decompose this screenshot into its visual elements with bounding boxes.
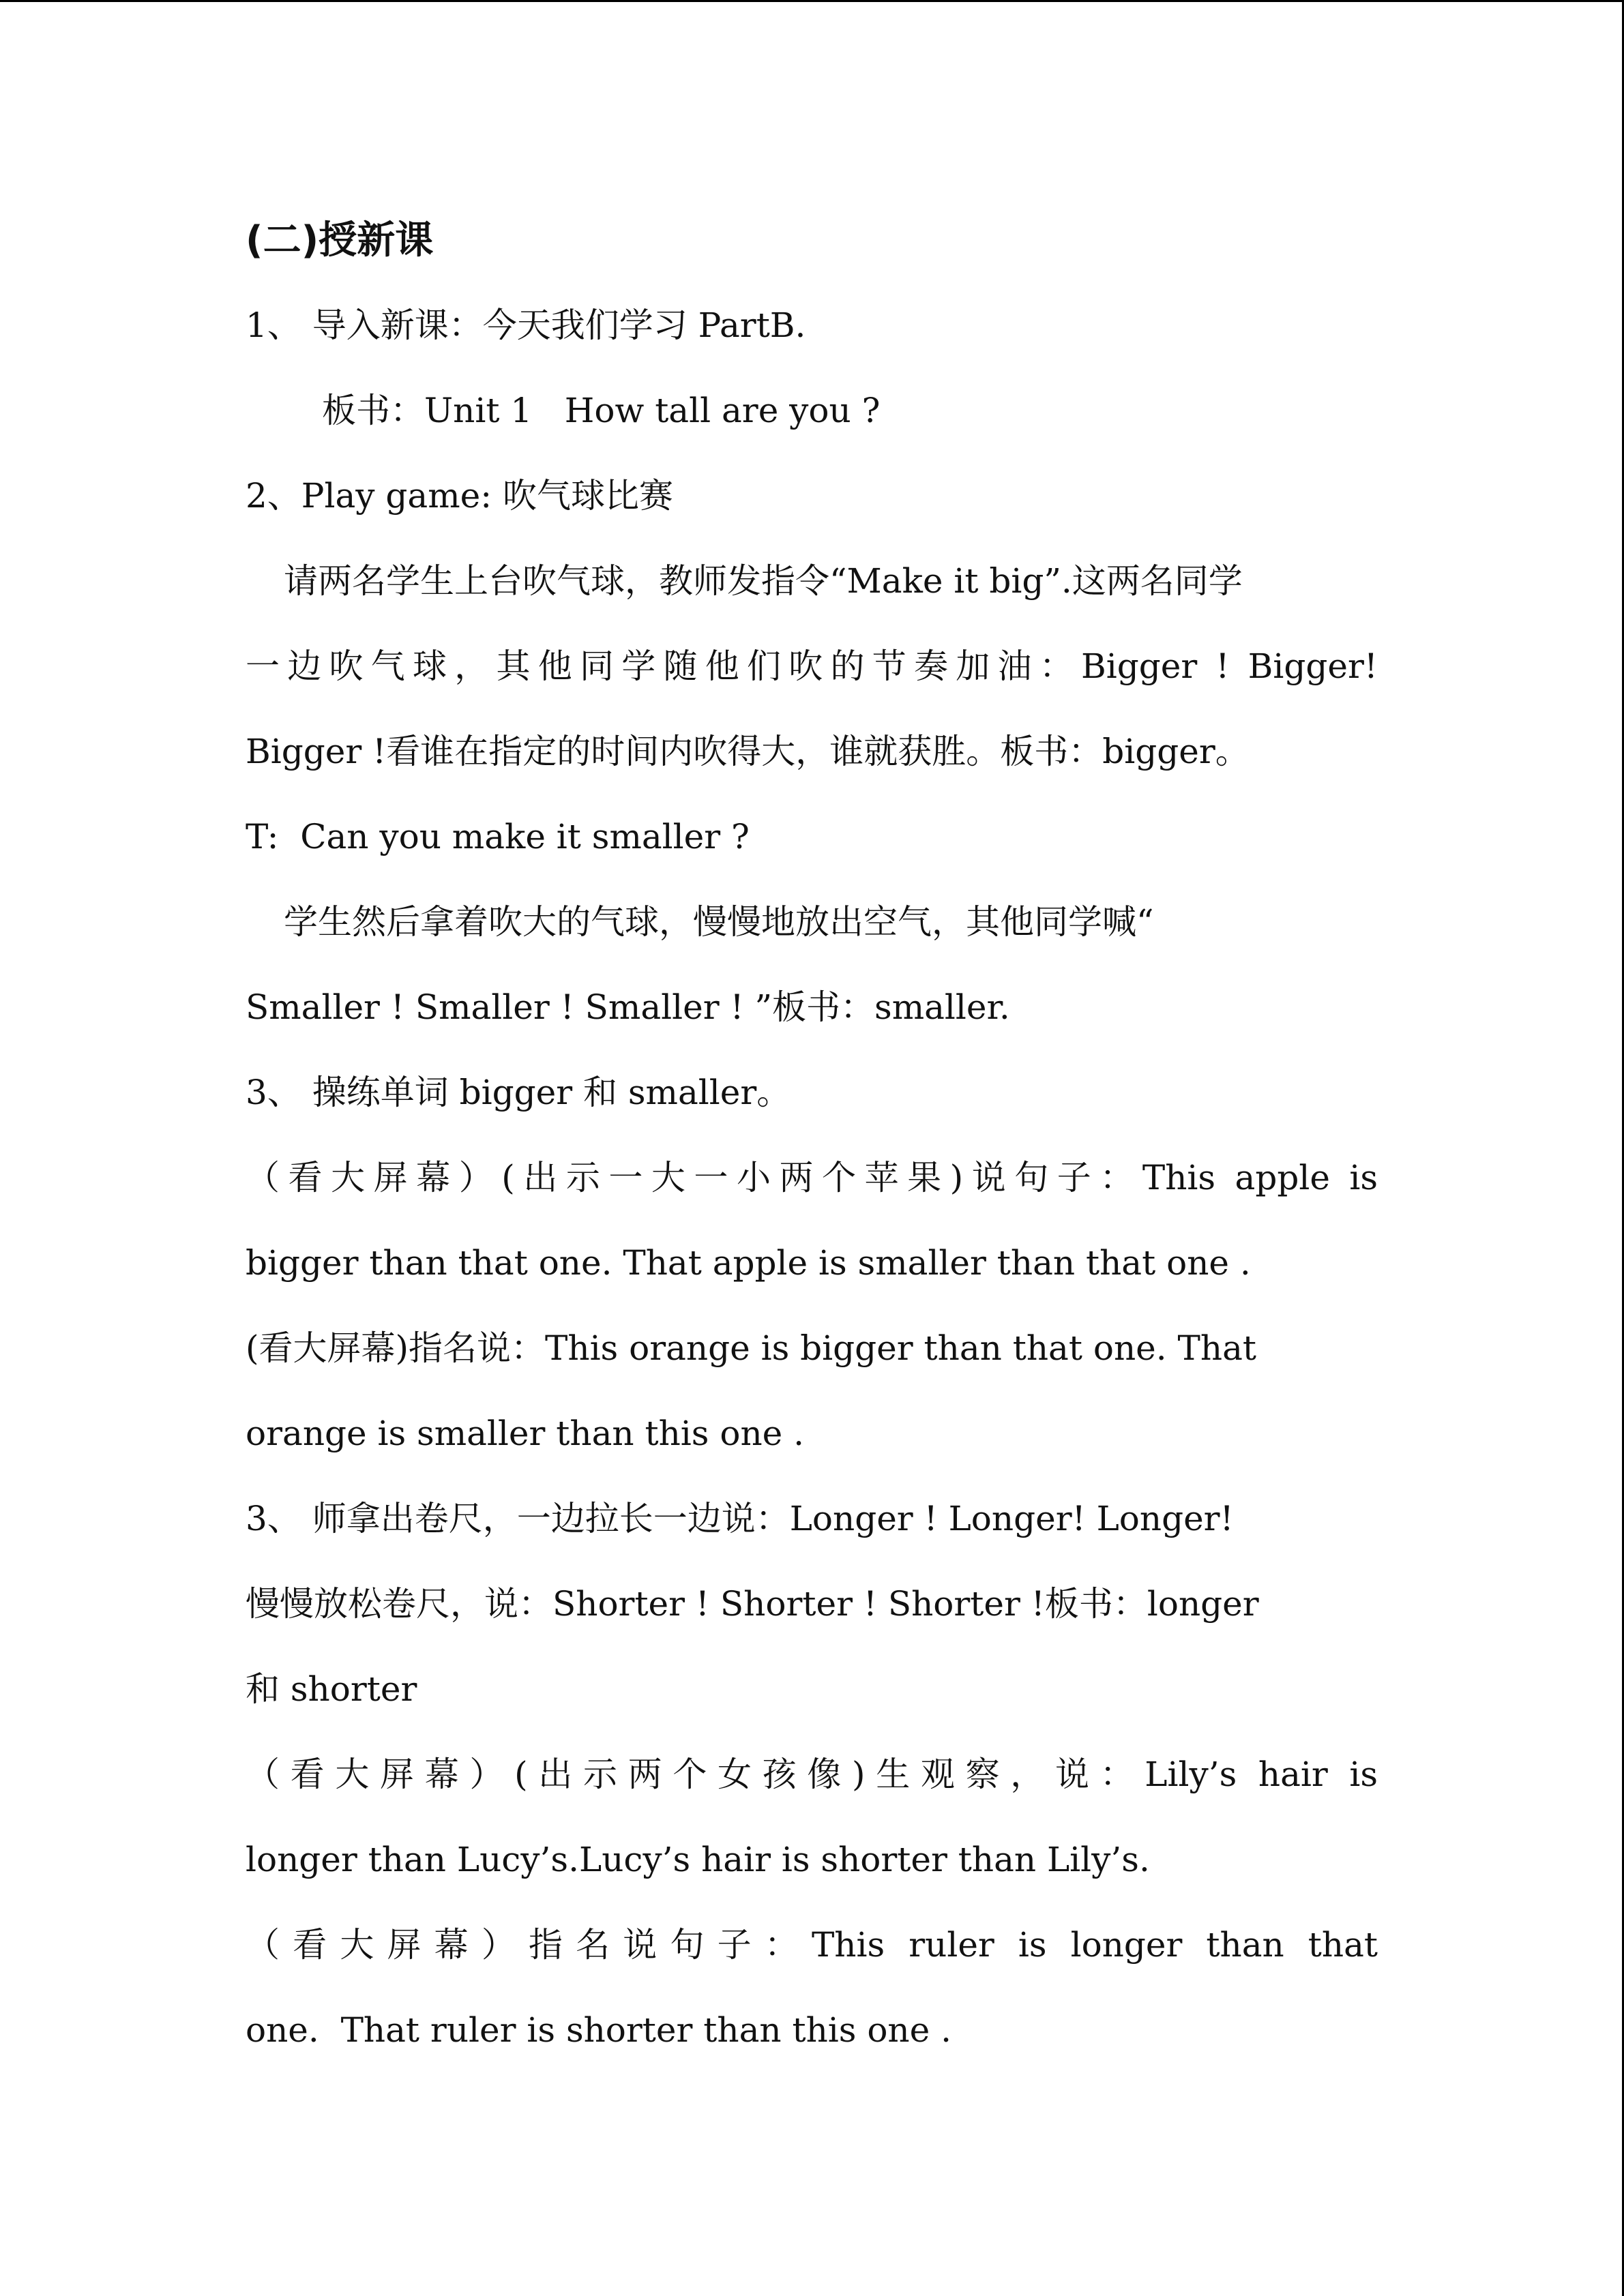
paragraph-line: (看大屏幕)指名说：This orange is bigger than that one. That: [246, 1328, 1256, 1368]
paragraph-line: （看大屏幕）(出示两个女孩像)生观察，说：Lily’s hair is: [246, 1755, 1378, 1794]
paragraph-line: Smaller ! Smaller ! Smaller ! ”板书：smaller.: [246, 987, 1010, 1027]
paragraph-line: （看大屏幕）(出示一大一小两个苹果)说句子：This apple is: [246, 1158, 1378, 1197]
step-game-line: 2、Play game: 吹气球比赛: [246, 476, 673, 516]
step-tape-line: 3、 师拿出卷尺，一边拉长一边说：Longer ! Longer! Longer!: [246, 1499, 1234, 1538]
paragraph-line: one. That ruler is shorter than this one .: [246, 2010, 952, 2050]
section-heading: (二)授新课: [246, 218, 434, 263]
paragraph-line: Bigger !看谁在指定的时间内吹得大，谁就获胜。板书：bigger。: [246, 732, 1250, 771]
paragraph-line: bigger than that one. That apple is smaller than that one .: [246, 1243, 1251, 1283]
paragraph-line: 学生然后拿着吹大的气球，慢慢地放出空气，其他同学喊“: [284, 902, 1154, 942]
blackboard-title-line: 板书：Unit 1 How tall are you ?: [322, 391, 881, 430]
paragraph-line: （看大屏幕）指名说句子：This ruler is longer than that: [246, 1925, 1378, 1965]
paragraph-line: orange is smaller than this one .: [246, 1414, 805, 1453]
top-border: [0, 0, 1624, 2]
paragraph-line: T: Can you make it smaller ?: [246, 817, 750, 856]
paragraph-line: 慢慢放松卷尺，说：Shorter ! Shorter ! Shorter !板书：longer: [246, 1584, 1259, 1624]
paragraph-line: 一边吹气球，其他同学随他们吹的节奏加油：Bigger ! Bigger!: [246, 646, 1378, 686]
paragraph-line: 请两名学生上台吹气球，教师发指令“Make it big”.这两名同学: [284, 561, 1243, 601]
step-practice-line: 3、 操练单词 bigger 和 smaller。: [246, 1073, 791, 1112]
paragraph-line: 和 shorter: [246, 1669, 417, 1709]
step-intro-line: 1、 导入新课：今天我们学习 PartB.: [246, 305, 806, 345]
document-body: [246, 198, 1378, 2073]
paragraph-line: longer than Lucy’s.Lucy’s hair is shorter than Lily’s.: [246, 1840, 1150, 1879]
